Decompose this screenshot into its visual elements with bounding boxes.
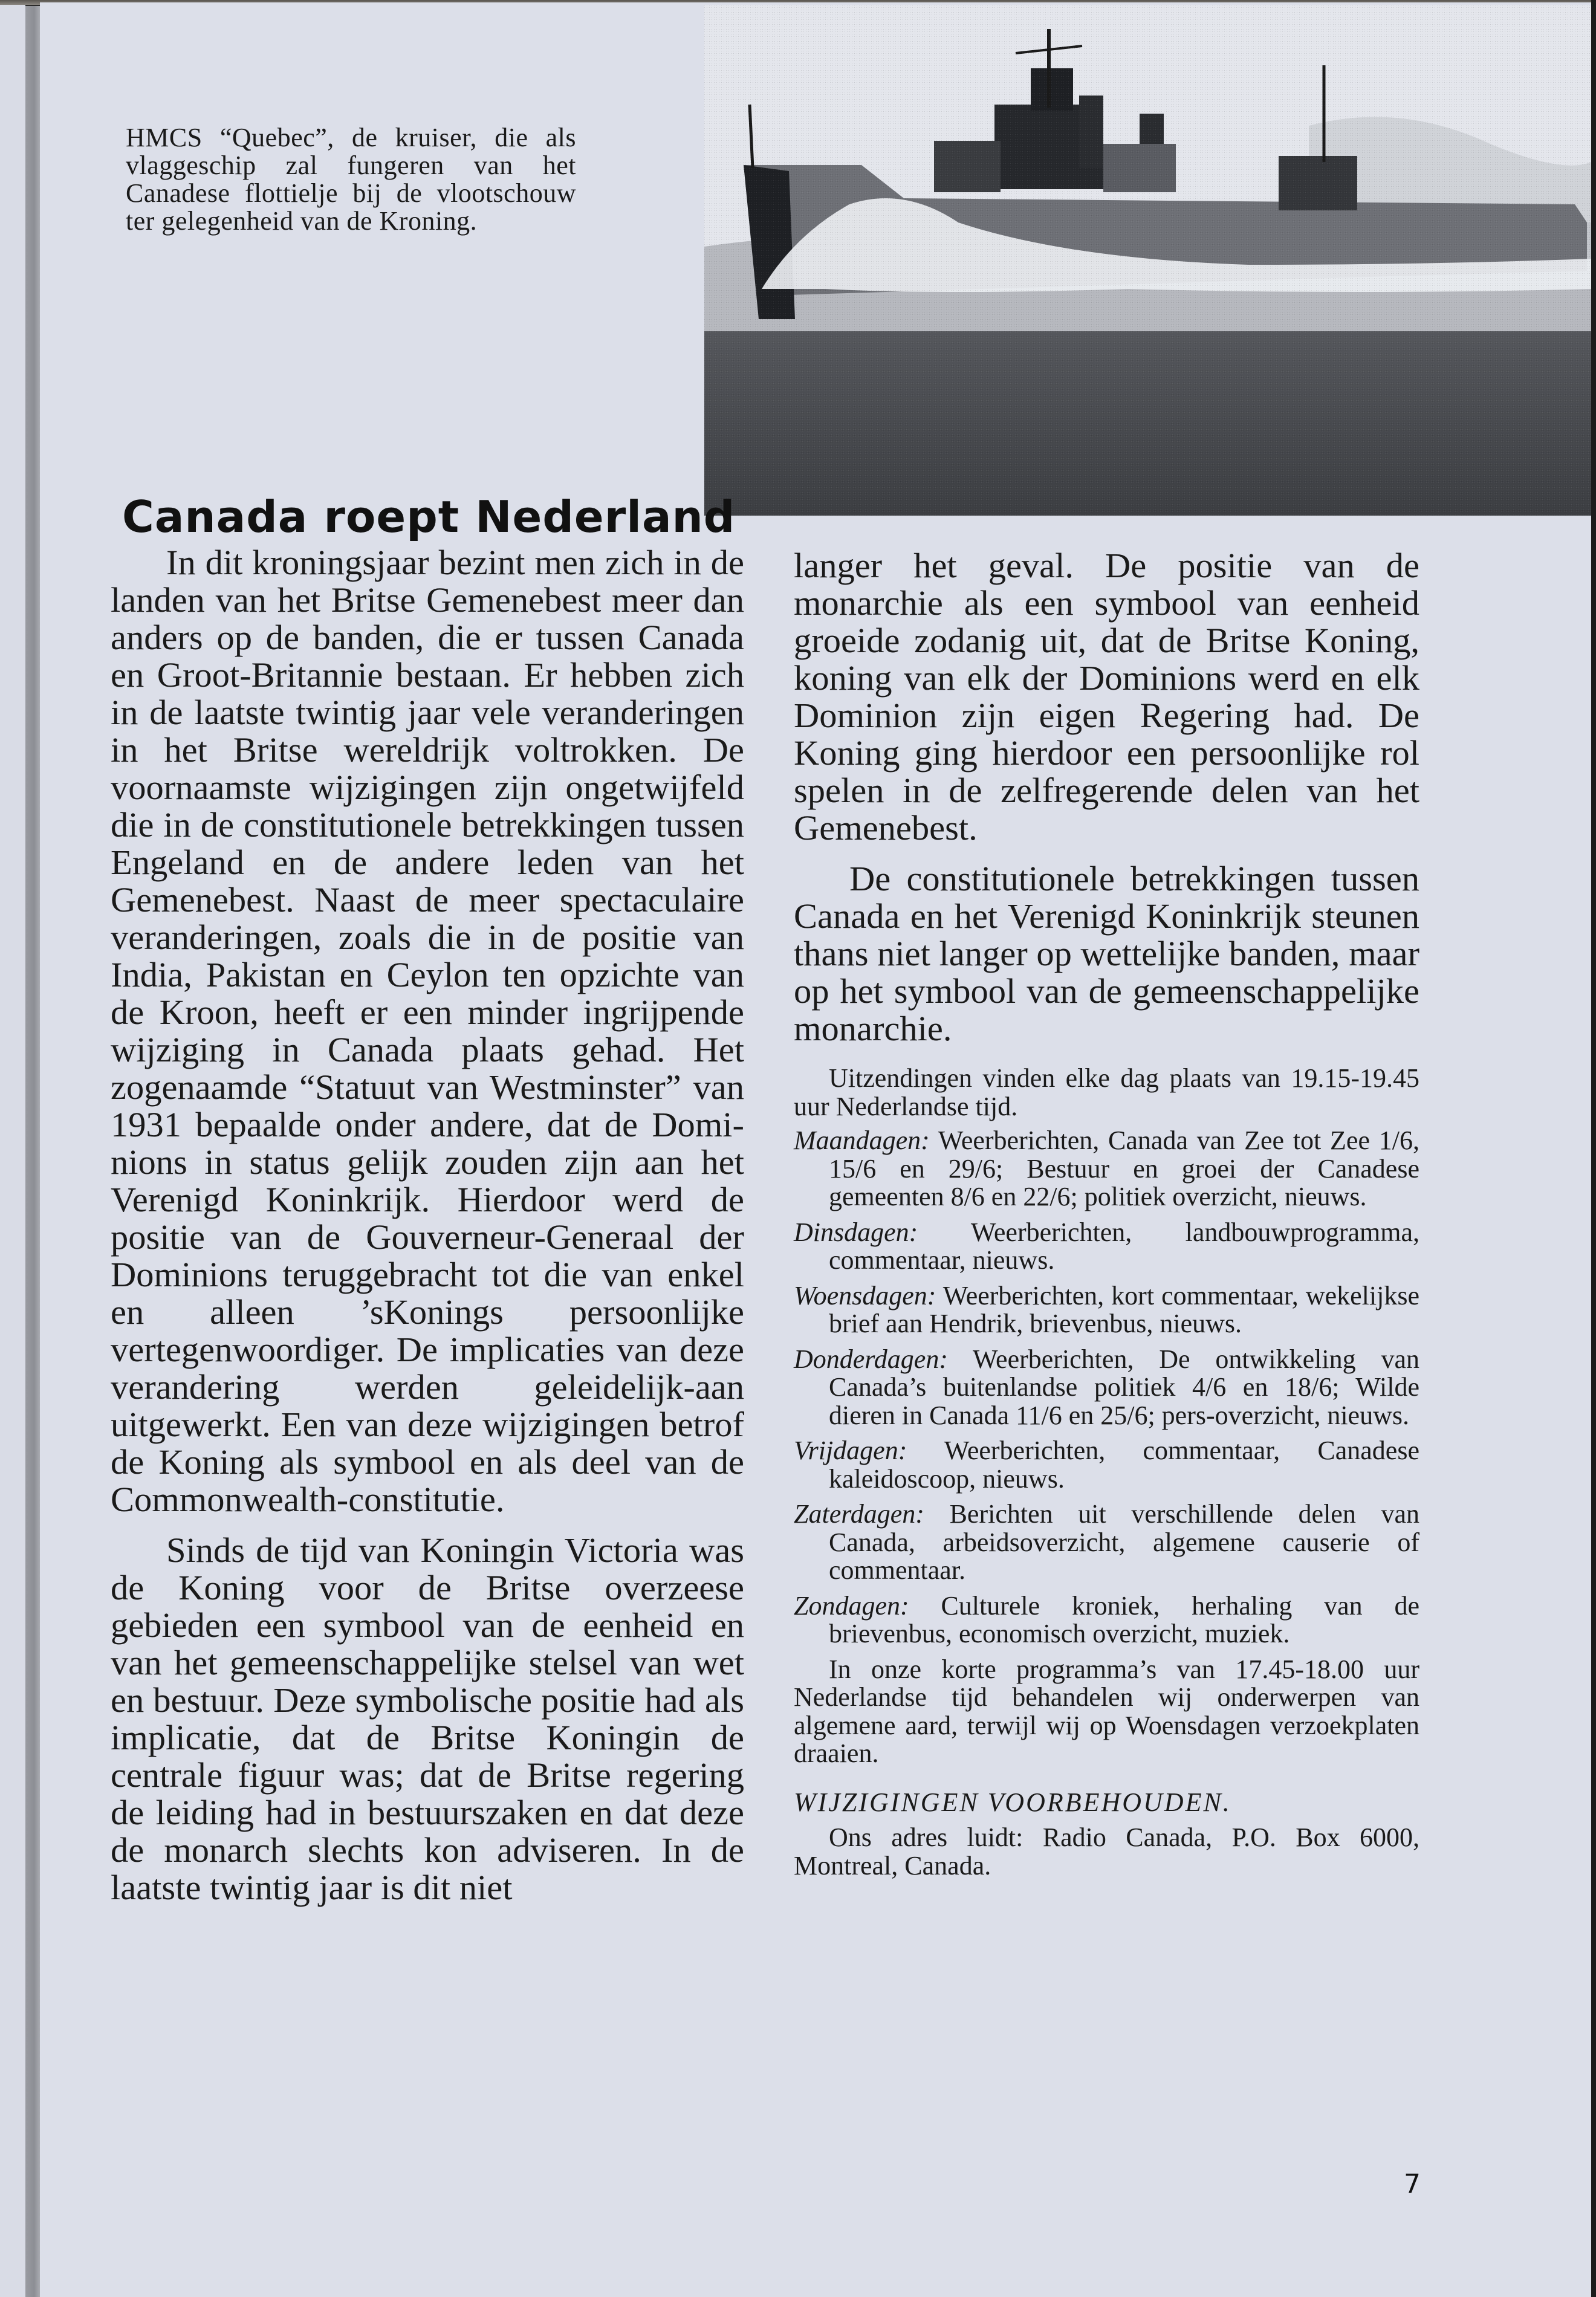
article-paragraph: De constitutionele betrekkingen tussen Canada en het Verenigd Koninkrijk steunen thans niet langer op wettelijke banden, maar op het symbool van de gemeenschappelijke monarchie. [794,859,1419,1048]
schedule-text: Weerberichten, landbouwprogramma, commentaar, nieuws. [829,1217,1419,1275]
article-paragraph: Sinds de tijd van Koningin Victoria was de Koning voor de Britse overzeese gebieden een symbool van de eenheid en van het gemeenschappelijke stelsel van wet en bestuur. Deze symbolische positie had als implicatie, dat de Britse Koningin de centrale figuur was; dat de Britse regering de leiding had in bestuurszaken en dat deze de monarch slechts kon adviseren. In de laatste twintig jaar is dit niet [111,1531,744,1907]
schedule-entry [794,1127,1419,1211]
scan-edge [1591,0,1596,2297]
schedule-day: Dinsdagen: [794,1217,918,1247]
schedule-day: Zondagen: [794,1590,909,1621]
schedule-day: Vrijdagen: [794,1436,907,1465]
schedule-entry [794,1219,1419,1275]
schedule-entry [794,1437,1419,1493]
schedule-day: Maandagen: [794,1126,930,1155]
adjacent-page-edge [0,5,25,2297]
schedule-text: Weerberichten, De ontwikkeling van Canada’s buitenlandse politiek 4/6 en 18/6; Wilde dieren in Canada 11/6 en 25/6; pers-overzicht, nieuws. [829,1344,1419,1430]
warship-photo [704,5,1591,516]
contact-address: Ons adres luidt: Radio Canada, P.O. Box 6000, Montreal, Canada. [794,1822,1419,1881]
changes-notice: WIJZIGINGEN VOORBEHOUDEN. [794,1787,1231,1817]
article-paragraph: langer het geval. De positie van de monarchie als een symbool van eenheid groeide zodanig uit, dat de Britse Koning, koning van elk der Dominions werd en elk Dominion zijn eigen Regering had. De Koning ging hierdoor een persoonlijke rol spelen in de zelfregerende delen van het Gemenebest. [794,546,1419,847]
halftone-grain [704,5,1591,516]
broadcast-schedule [794,1064,1419,1880]
schedule-text: Weerberichten, kort commentaar, wekelijkse brief aan Hendrik, brievenbus, nieuws. [829,1280,1419,1338]
schedule-entry [794,1346,1419,1430]
schedule-day: Zaterdagen: [794,1499,924,1529]
schedule-entry [794,1282,1419,1338]
schedule-entry [794,1592,1419,1648]
binding-gutter [25,6,40,2297]
page-number: 7 [1404,2169,1421,2200]
schedule-text: Culturele kroniek, herhaling van de brievenbus, economisch overzicht, muziek. [829,1590,1419,1648]
schedule-day: Donderdagen: [794,1344,948,1374]
photo-caption: HMCS “Quebec”, de kruiser, die als vlaggeschip zal fungeren van het Canadese flottielje bij de vlootschouw ter gelegenheid van de Kroning. [126,123,576,236]
article-column-left [111,544,744,1907]
article-headline: Canada roept Nederland [122,491,736,543]
article-paragraph: In dit kroningsjaar bezint men zich in de landen van het Britse Gemenebest meer dan anders op de banden, die er tussen Canada en Groot-Britannie bestaan. Er hebben zich in de laatste twintig jaar vele veranderingen in het Britse wereldrijk voltrokken. De voornaamste wijzigingen zijn ongetwijfeld die in de constitutionele betrekkingen tussen Engeland en de andere leden van het Gemenebest. Naast de meer spectaculaire veranderingen, zoals die in de positie van India, Pakistan en Ceylon ten opzichte van de Kroon, heeft er een minder ingrijpende wijziging in Canada plaats gehad. Het zogenaamde “Statuut van Westminster” van 1931 bepaalde onder andere, dat de Dominions in status gelijk zouden zijn aan het Verenigd Koninkrijk. Hierdoor werd de positie van de Gouverneur-Generaal der Dominions teruggebracht tot die van enkel en alleen ’sKonings persoonlijke vertegenwoordiger. De implicaties van deze verandering werden geleidelijk-aan uitgewerkt. Een van deze wijzigingen betrof de Koning als symbool en als deel van de Commonwealth-constitutie. [111,543,744,1519]
article-column-right [794,547,1419,1880]
ship-illustration [704,5,1591,516]
schedule-text: Berichten uit verschillende delen van Canada, arbeidsoverzicht, algemene causerie of commentaar. [829,1499,1420,1585]
schedule-day: Woensdagen: [794,1280,936,1310]
schedule-text: Weerberichten, Canada van Zee tot Zee 1/6, 15/6 en 29/6; Bestuur en groei der Canadese gemeenten 8/6 en 22/6; politiek overzicht, nieuws. [829,1126,1419,1211]
schedule-entry [794,1500,1419,1585]
schedule-intro: Uitzendingen vinden elke dag plaats van 19.15-19.45 uur Nederlandse tijd. [794,1063,1419,1121]
schedule-closing: In onze korte programma’s van 17.45-18.00 uur Nederlandse tijd behandelen wij onderwerpen van algemene aard, terwijl wij op Woensdagen verzoekplaten draaien. [794,1654,1419,1768]
schedule-text: Weerberichten, commentaar, Canadese kaleidoscoop, nieuws. [829,1436,1419,1494]
